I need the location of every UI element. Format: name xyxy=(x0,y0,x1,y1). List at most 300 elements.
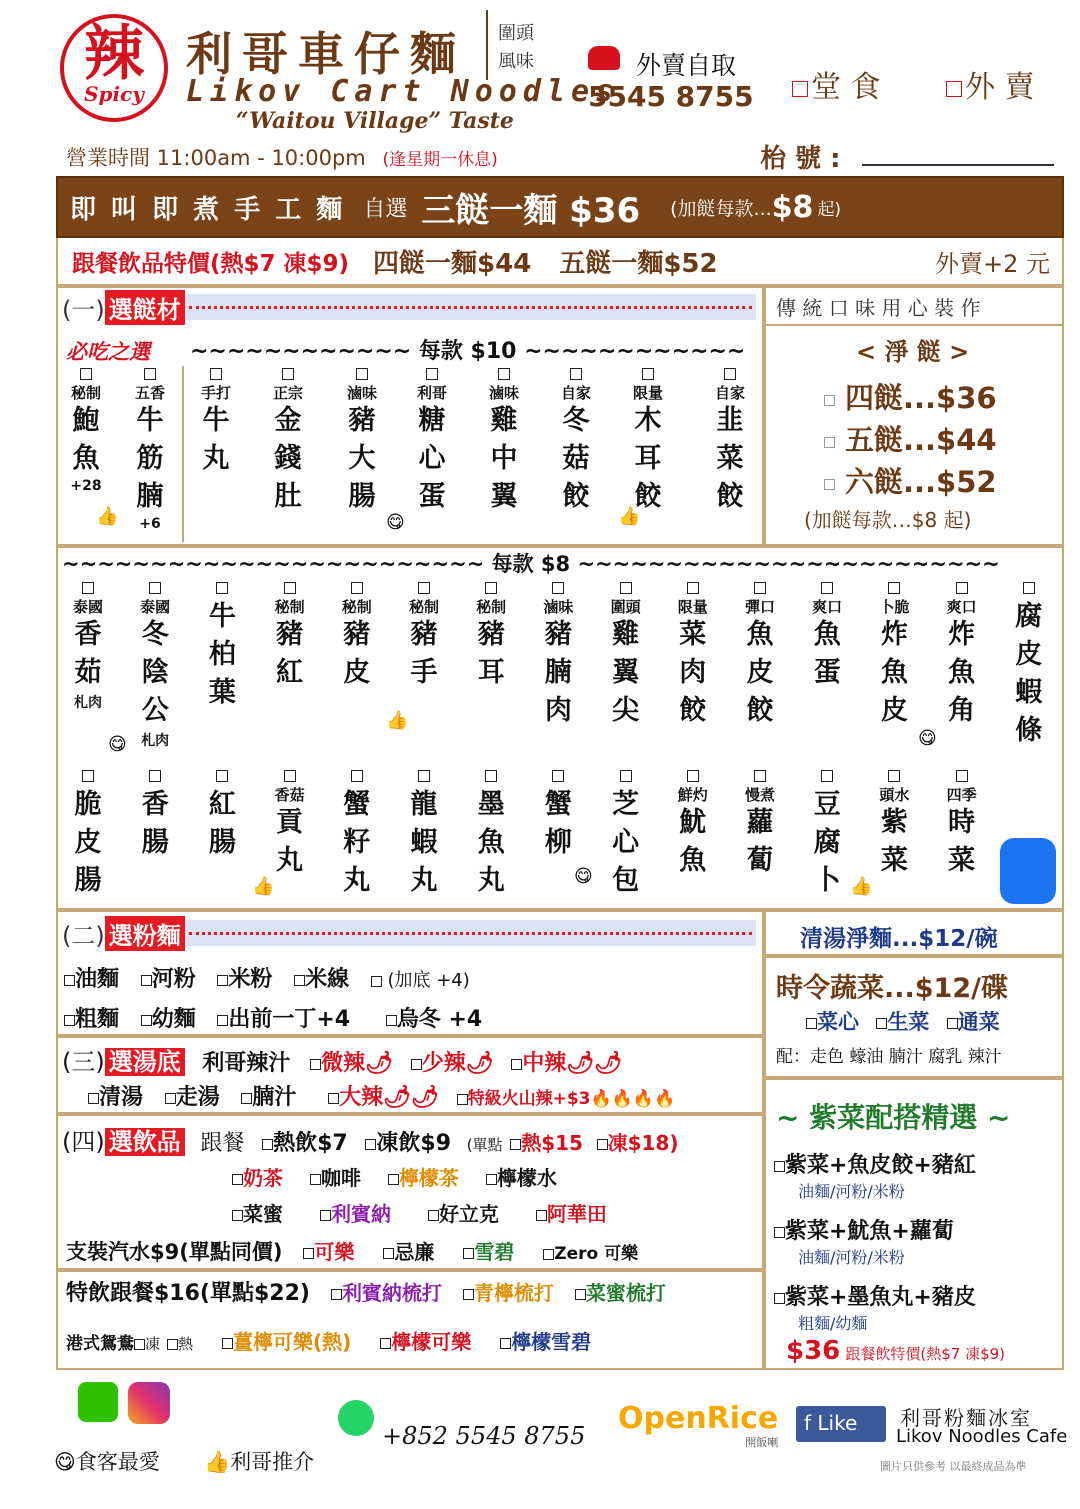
items10-item[interactable] xyxy=(474,368,534,516)
item-prefix: 頭水 xyxy=(879,786,910,804)
veg-opt[interactable]: 生菜 xyxy=(876,1010,929,1034)
soda-label: 支裝汽水$9(單點同價) xyxy=(66,1240,283,1264)
items8b-item[interactable] xyxy=(864,770,924,880)
special-opt[interactable]: 青檸梳打 xyxy=(463,1281,554,1305)
smiley-icon: 😋 xyxy=(386,512,405,533)
seaweed-combo-2[interactable] xyxy=(774,1214,954,1268)
special-opt[interactable]: 檸檬可樂 xyxy=(380,1330,471,1354)
item-prefix: 滷味 xyxy=(346,384,377,402)
plain-opt2-label: 五餸...$44 xyxy=(845,423,997,457)
item-checkbox[interactable] xyxy=(754,582,766,594)
item-checkbox[interactable] xyxy=(498,368,510,380)
item-checkbox[interactable] xyxy=(956,582,968,594)
noodle-opt[interactable]: 油麵 xyxy=(64,967,119,992)
seaweed-combo-1[interactable] xyxy=(774,1148,976,1202)
item-name: 豬 腩 肉 xyxy=(544,619,572,726)
section4-label: 選飲品 xyxy=(105,1128,185,1156)
phone-icon xyxy=(588,46,620,70)
soup-opt[interactable]: 走湯 xyxy=(165,1085,220,1110)
soup-opt[interactable]: 腩汁 xyxy=(241,1085,296,1110)
item-name: 豬 皮 xyxy=(343,619,371,688)
item-prefix: 秘制 xyxy=(70,384,101,402)
soup-opt-volcano[interactable]: 特級火山辣+$3🔥🔥🔥🔥 xyxy=(457,1089,676,1109)
item-checkbox[interactable] xyxy=(485,770,497,782)
item-checkbox[interactable] xyxy=(80,368,92,380)
item-prefix: 自家 xyxy=(714,384,745,402)
items8b-item[interactable] xyxy=(730,770,790,880)
special-title: 特飲跟餐$16(單點$22) xyxy=(66,1281,310,1306)
drink-opt[interactable]: 菜蜜 xyxy=(232,1202,283,1226)
seaweed-title: ~ 紫菜配搭精選 ~ xyxy=(776,1101,1011,1134)
item-checkbox[interactable] xyxy=(418,770,430,782)
single-hot-opt[interactable]: 熱$15 xyxy=(510,1131,583,1155)
item-checkbox[interactable] xyxy=(284,770,296,782)
whatsapp-number[interactable]: +852 5545 8755 xyxy=(382,1422,586,1450)
item-prefix: 香菇 xyxy=(274,786,305,804)
items10-item[interactable] xyxy=(120,368,180,532)
section1-label: 選餸材 xyxy=(105,290,185,325)
item-note: 札肉 xyxy=(74,695,102,711)
plain-opt2[interactable] xyxy=(824,418,997,459)
items8b-item[interactable] xyxy=(192,770,252,862)
cafe-name-en: Likov Noodles Cafe xyxy=(896,1426,1068,1447)
item-checkbox[interactable] xyxy=(282,368,294,380)
item-note: 札肉 xyxy=(141,733,170,749)
items8b-item[interactable] xyxy=(125,770,185,862)
plain-extra: (加餸每款…$8 起) xyxy=(804,508,972,532)
items8a-item[interactable] xyxy=(596,582,656,730)
thumb-icon: 👍 xyxy=(850,876,873,897)
item-name: 魷 魚 xyxy=(679,807,707,876)
item-prefix: 手打 xyxy=(200,384,231,402)
item-name: 時 菜 xyxy=(948,807,976,876)
item-checkbox[interactable] xyxy=(149,770,161,782)
item-checkbox[interactable] xyxy=(642,368,654,380)
sub-banner xyxy=(56,238,1064,286)
dine-in-label: 堂 食 xyxy=(811,70,881,105)
yuanyang-label: 港式鴛鴦 xyxy=(66,1334,134,1354)
items8a-item[interactable] xyxy=(260,582,320,692)
item-prefix: 彈口 xyxy=(744,598,775,616)
items10-item[interactable] xyxy=(546,368,606,516)
banner-combo: 三餸一麵 $36 xyxy=(421,190,641,231)
item-checkbox[interactable] xyxy=(888,770,900,782)
item-name: 蟹 柳 xyxy=(544,789,572,858)
item-checkbox[interactable] xyxy=(687,582,699,594)
item-checkbox[interactable] xyxy=(418,582,430,594)
blurred-sticker xyxy=(1000,838,1056,904)
items8b-item[interactable] xyxy=(260,770,320,880)
item-checkbox[interactable] xyxy=(620,770,632,782)
drink-opt[interactable]: 檸檬茶 xyxy=(388,1166,459,1190)
items10-item[interactable] xyxy=(618,368,678,516)
items8a-item[interactable] xyxy=(663,582,723,730)
item-prefix: 泰國 xyxy=(72,598,103,616)
items8b-item[interactable] xyxy=(932,770,992,880)
section1-num: (一) xyxy=(62,295,105,324)
veg-options xyxy=(806,1006,1000,1036)
item-name: 豬 大 腸 xyxy=(348,405,376,512)
item-checkbox[interactable] xyxy=(570,368,582,380)
item-checkbox[interactable] xyxy=(754,770,766,782)
combo1-title: 紫菜+魚皮餃+豬紅 xyxy=(785,1153,976,1178)
veg-opt[interactable]: 通菜 xyxy=(947,1010,1000,1034)
item-name: 香 腸 xyxy=(141,789,169,858)
soup-opt[interactable]: 中辣🌶🌶 xyxy=(511,1051,622,1076)
item-checkbox[interactable] xyxy=(1023,582,1035,594)
item-prefix: 爽口 xyxy=(946,598,977,616)
items10-item[interactable] xyxy=(700,368,760,516)
items8a-item[interactable] xyxy=(932,582,992,730)
item-name: 魚 皮 餃 xyxy=(746,619,774,726)
plain-opt1-label: 四餸...$36 xyxy=(845,381,997,415)
item-name: 墨 魚 丸 xyxy=(477,789,505,896)
dine-in-option[interactable] xyxy=(792,62,881,106)
soda-opt[interactable]: 忌廉 xyxy=(383,1240,434,1264)
sub-banner-takeaway: 外賣+2 元 xyxy=(934,249,1050,278)
drink-opt[interactable]: 奶茶 xyxy=(232,1166,283,1190)
must-choose-label: 必吃之選 xyxy=(66,340,150,364)
footer-fav: 😋食客最愛 xyxy=(54,1450,160,1474)
items8b-item[interactable] xyxy=(797,770,857,900)
tag-line-2: 風味 xyxy=(498,51,534,72)
plain-opt1-checkbox[interactable] xyxy=(824,395,835,406)
item-checkbox[interactable] xyxy=(284,582,296,594)
item-name: 香 茹 xyxy=(74,619,102,688)
section3-label: 選湯底 xyxy=(105,1048,185,1076)
drink-row-0 xyxy=(62,1122,679,1157)
yy-cold-opt[interactable]: 凍 xyxy=(134,1335,160,1353)
special-opt[interactable]: 利賓納梳打 xyxy=(331,1281,442,1305)
phone-number: 5545 8755 xyxy=(588,80,754,113)
drink-opt[interactable]: 咖啡 xyxy=(310,1166,361,1190)
item-checkbox[interactable] xyxy=(216,582,228,594)
sauce-label: 利哥辣汁 xyxy=(202,1051,291,1076)
item-prefix: 爽口 xyxy=(812,598,843,616)
cafe-name-zh: 利哥粉麵冰室 xyxy=(900,1406,1032,1430)
item-checkbox[interactable] xyxy=(956,770,968,782)
drink-opt[interactable]: 阿華田 xyxy=(536,1202,607,1226)
thumb-icon: 👍 xyxy=(386,710,409,731)
item-prefix: 秘制 xyxy=(274,598,305,616)
item-checkbox[interactable] xyxy=(351,582,363,594)
noodle-opt[interactable]: 河粉 xyxy=(141,967,196,992)
seaweed-price-note: 跟餐飲特價(熱$7 凍$9) xyxy=(845,1345,1006,1363)
item-checkbox[interactable] xyxy=(724,368,736,380)
brand-tag xyxy=(486,10,534,80)
soup-row-1 xyxy=(62,1042,622,1077)
combo1-sub: 油麵/河粉/米粉 xyxy=(798,1182,905,1201)
smiley-icon: 😋 xyxy=(574,866,593,887)
item-name: 紅 腸 xyxy=(208,789,236,858)
takeaway-checkbox[interactable] xyxy=(946,81,962,97)
item-checkbox[interactable] xyxy=(687,770,699,782)
item-name: 牛 丸 xyxy=(202,405,230,474)
banner-extra: (加餸每款... xyxy=(670,197,772,220)
item-name: 龍 蝦 丸 xyxy=(410,789,438,896)
items8a-item[interactable] xyxy=(797,582,857,692)
banner-left: 即 叫 即 煮 手 工 麵 xyxy=(70,194,346,225)
drink-opt[interactable]: 檸檬水 xyxy=(486,1166,557,1190)
each8-label: ~~~~~~~~~~~~~~~~~~~~~~~~ 每款 $8 ~~~~~~~~~~~~~~~~~~~~~~~~ xyxy=(62,552,1000,576)
item-name: 冬 菇 餃 xyxy=(562,405,590,512)
item-checkbox[interactable] xyxy=(620,582,632,594)
item-name: 蟹 籽 丸 xyxy=(343,789,371,896)
item-name: 脆 皮 腸 xyxy=(74,789,102,896)
single-cold-opt[interactable]: 凍$18) xyxy=(597,1131,679,1155)
noodle-opt[interactable]: (加底 +4) xyxy=(371,970,470,991)
items8b-item[interactable] xyxy=(327,770,387,900)
item-name: 牛 柏 葉 xyxy=(208,601,236,708)
combo2-sub: 油麵/河粉/米粉 xyxy=(798,1248,905,1267)
item-checkbox[interactable] xyxy=(82,770,94,782)
item-name: 冬 陰 公 xyxy=(141,619,169,726)
noodle-opt[interactable]: 出前一丁+4 xyxy=(217,1007,350,1032)
item-checkbox[interactable] xyxy=(144,368,156,380)
thumb-icon: 👍 xyxy=(252,876,275,897)
item-prefix: 滷味 xyxy=(488,384,519,402)
smiley-icon: 😋 xyxy=(918,728,937,749)
item-name: 金 錢 肚 xyxy=(274,405,302,512)
traditional-header: 傳 統 口 味 用 心 裝 作 xyxy=(776,296,981,320)
section3-num: (三) xyxy=(62,1048,105,1076)
soup-opt[interactable]: 大辣🌶🌶 xyxy=(328,1085,439,1110)
takeaway-label: 外 賣 xyxy=(965,70,1035,105)
openrice-zh: 開飯喇 xyxy=(745,1436,779,1449)
noodle-opt[interactable]: 米粉 xyxy=(217,967,272,992)
items8b-item[interactable] xyxy=(394,770,454,900)
soda-opt[interactable]: 可樂 xyxy=(303,1240,354,1264)
hours-rest: (逢星期一休息) xyxy=(382,150,498,170)
items8a-item[interactable] xyxy=(58,582,118,712)
soup-noodle: 清湯淨麵...$12/碗 xyxy=(800,926,998,952)
items8a-item[interactable] xyxy=(528,582,588,730)
drink-opt[interactable]: 利賓納 xyxy=(320,1202,391,1226)
seaweed-price-row xyxy=(786,1336,1005,1366)
plain-opt2-checkbox[interactable] xyxy=(824,437,835,448)
banner-extra-end: 起) xyxy=(817,199,842,220)
special-row-2 xyxy=(66,1326,591,1355)
veg-title: 時令蔬菜...$12/碟 xyxy=(776,973,1008,1004)
section2-label: 選粉麵 xyxy=(105,916,185,951)
must-divider xyxy=(182,366,184,542)
item-prefix: 秘制 xyxy=(476,598,507,616)
item-checkbox[interactable] xyxy=(821,770,833,782)
sub-banner-drink: 跟餐飲品特價(熱$7 凍$9) xyxy=(72,250,350,277)
table-number-label: 枱 號 : xyxy=(760,144,841,174)
items8b-item[interactable] xyxy=(528,770,588,862)
item-name: 紫 菜 xyxy=(880,807,908,876)
section2-header xyxy=(62,916,756,950)
items8a-item[interactable] xyxy=(864,582,924,730)
item-prefix: 限量 xyxy=(677,598,708,616)
items8a-item[interactable] xyxy=(327,582,387,692)
hot-drink-opt[interactable]: 熱飲$7 xyxy=(262,1131,348,1156)
items10-item[interactable] xyxy=(332,368,392,516)
items8a-item[interactable] xyxy=(394,582,454,692)
item-name: 豬 耳 xyxy=(477,619,505,688)
item-name: 豆 腐 卜 xyxy=(813,789,841,896)
logo-char: 辣 xyxy=(84,19,144,89)
logo xyxy=(60,14,168,122)
item-name: 鮑 魚 xyxy=(72,405,100,474)
plain-opt3-checkbox[interactable] xyxy=(824,479,835,490)
item-prefix: 正宗 xyxy=(272,384,303,402)
item-checkbox[interactable] xyxy=(485,582,497,594)
item-name: 菜 肉 餃 xyxy=(679,619,707,726)
plain-opt1[interactable] xyxy=(824,376,997,417)
items10-item[interactable] xyxy=(56,368,116,494)
items8a-item[interactable] xyxy=(730,582,790,730)
facebook-like-button[interactable]: f Like xyxy=(796,1406,886,1442)
item-name: 魚 蛋 xyxy=(813,619,841,688)
item-name: 豬 手 xyxy=(410,619,438,688)
item-prefix: 慢煮 xyxy=(744,786,775,804)
soda-opt[interactable]: 雪碧 xyxy=(463,1240,514,1264)
soda-row xyxy=(66,1236,638,1266)
soup-row-2 xyxy=(88,1080,675,1111)
seaweed-combo-3[interactable] xyxy=(774,1280,976,1334)
items8a-item[interactable] xyxy=(192,582,252,712)
section4-num: (四) xyxy=(62,1128,105,1156)
instagram-icon[interactable] xyxy=(128,1382,170,1424)
soup-opt[interactable]: 少辣🌶 xyxy=(411,1051,494,1076)
dine-in-checkbox[interactable] xyxy=(792,81,808,97)
banner-choose: 自選 xyxy=(363,196,408,222)
hours-text: 營業時間 11:00am - 10:00pm xyxy=(66,146,366,170)
item-prefix: 鮮灼 xyxy=(677,786,708,804)
items10-item[interactable] xyxy=(258,368,318,516)
sub-banner-five: 五餸一麵$52 xyxy=(559,248,718,279)
plain-opt3[interactable] xyxy=(824,460,997,501)
items8a-item[interactable] xyxy=(125,582,185,750)
section1-header xyxy=(62,290,756,324)
main-banner xyxy=(56,176,1064,238)
openrice-logo[interactable] xyxy=(618,1401,779,1450)
item-note: +6 xyxy=(139,516,161,532)
special-row-1 xyxy=(66,1276,666,1307)
sub-banner-four: 四餸一麵$44 xyxy=(373,248,532,279)
item-checkbox[interactable] xyxy=(821,582,833,594)
item-prefix: 自家 xyxy=(560,384,591,402)
disclaimer: 圖片只供參考 以最終成品為準 xyxy=(880,1460,1027,1473)
noodle-opt[interactable]: 烏冬 +4 xyxy=(386,1007,482,1032)
item-name: 炸 魚 角 xyxy=(948,619,976,726)
single-label: (單點 xyxy=(466,1136,503,1154)
each10-label: ~~~~~~~~~~~~ 每款 $10 ~~~~~~~~~~~~ xyxy=(190,339,746,364)
item-checkbox[interactable] xyxy=(351,770,363,782)
item-checkbox[interactable] xyxy=(552,770,564,782)
takeout-label: 外賣自取 xyxy=(636,51,737,80)
item-name: 雞 中 翼 xyxy=(490,405,518,512)
item-name: 蘿 蔔 xyxy=(746,807,774,876)
items10-item[interactable] xyxy=(402,368,462,516)
item-prefix: 圍頭 xyxy=(610,598,641,616)
soda-opt[interactable]: Zero 可樂 xyxy=(543,1244,638,1264)
soup-opt[interactable]: 微辣🌶 xyxy=(310,1051,393,1076)
wechat-icon[interactable] xyxy=(78,1382,118,1422)
items8b-item[interactable] xyxy=(596,770,656,900)
veg-opt[interactable]: 菜心 xyxy=(806,1010,859,1034)
item-name: 炸 魚 皮 xyxy=(880,619,908,726)
item-checkbox[interactable] xyxy=(216,770,228,782)
item-prefix: 秘制 xyxy=(408,598,439,616)
thumb-icon: 👍 xyxy=(618,506,641,527)
drink-row-1 xyxy=(232,1162,557,1191)
noodle-opt[interactable]: 粗麵 xyxy=(64,1007,119,1032)
special-opt[interactable]: 菜蜜梳打 xyxy=(575,1281,666,1305)
items8b-item[interactable] xyxy=(461,770,521,900)
item-name: 貢 丸 xyxy=(276,807,304,876)
logo-spicy: Spicy xyxy=(84,82,144,106)
special-opt[interactable]: 檸檬雪碧 xyxy=(500,1330,591,1354)
openrice-text: OpenRice xyxy=(618,1401,779,1436)
noodle-opt[interactable]: 米線 xyxy=(294,967,349,992)
item-prefix: 五香 xyxy=(134,384,165,402)
drink-row-2 xyxy=(232,1198,607,1227)
item-name: 芝 心 包 xyxy=(612,789,640,896)
soup-opt[interactable]: 清湯 xyxy=(88,1085,143,1110)
banner-extra-price: $8 xyxy=(771,189,814,225)
item-checkbox[interactable] xyxy=(426,368,438,380)
hours xyxy=(66,142,498,172)
noodle-row-2 xyxy=(64,1002,482,1033)
section2-num: (二) xyxy=(62,921,105,950)
takeaway-option[interactable] xyxy=(946,62,1035,106)
item-checkbox[interactable] xyxy=(356,368,368,380)
plain-opt3-label: 六餸...$52 xyxy=(845,465,997,499)
item-prefix: 卜脆 xyxy=(879,598,910,616)
items8b-item[interactable] xyxy=(58,770,118,900)
item-checkbox[interactable] xyxy=(149,582,161,594)
items8b-item[interactable] xyxy=(663,770,723,880)
items8a-item[interactable] xyxy=(461,582,521,692)
item-prefix: 限量 xyxy=(632,384,663,402)
item-prefix: 利哥 xyxy=(416,384,447,402)
item-prefix: 秘制 xyxy=(341,598,372,616)
item-name: 韭 菜 餃 xyxy=(716,405,744,512)
whatsapp-icon[interactable] xyxy=(338,1400,374,1436)
item-name: 腐 皮 蝦 條 xyxy=(1015,601,1043,746)
item-checkbox[interactable] xyxy=(552,582,564,594)
cold-drink-opt[interactable]: 凍飲$9 xyxy=(365,1131,451,1156)
combo2-title: 紫菜+魷魚+蘿蔔 xyxy=(785,1219,954,1244)
items10-item[interactable] xyxy=(186,368,246,478)
item-prefix: 四季 xyxy=(946,786,977,804)
special-opt[interactable]: 薑檸可樂(熱) xyxy=(222,1330,351,1354)
yy-hot-opt[interactable]: 熱 xyxy=(167,1335,193,1353)
item-prefix: 泰國 xyxy=(140,598,171,616)
brand-name-en: Likov Cart Noodles xyxy=(186,74,620,109)
plain-label: < 淨 餸 > xyxy=(856,338,970,366)
item-name: 木 耳 餃 xyxy=(634,405,662,512)
veg-sauce: 配：走色 蠔油 腩汁 腐乳 辣汁 xyxy=(776,1047,1002,1067)
brand-village: “Waitou Village” Taste xyxy=(236,108,514,134)
tag-line-1: 圍頭 xyxy=(498,23,534,44)
noodle-opt[interactable]: 幼麵 xyxy=(141,1007,196,1032)
table-number-field[interactable] xyxy=(862,164,1054,166)
with-meal: 跟餐 xyxy=(200,1131,245,1156)
thumb-icon: 👍 xyxy=(96,506,119,527)
item-checkbox[interactable] xyxy=(888,582,900,594)
item-checkbox[interactable] xyxy=(82,582,94,594)
drink-opt[interactable]: 好立克 xyxy=(428,1202,499,1226)
items8a-item[interactable] xyxy=(999,582,1059,750)
section2-dotline xyxy=(185,920,756,946)
traditional-divider xyxy=(766,324,1062,326)
item-name: 糖 心 蛋 xyxy=(418,405,446,512)
item-checkbox[interactable] xyxy=(210,368,222,380)
